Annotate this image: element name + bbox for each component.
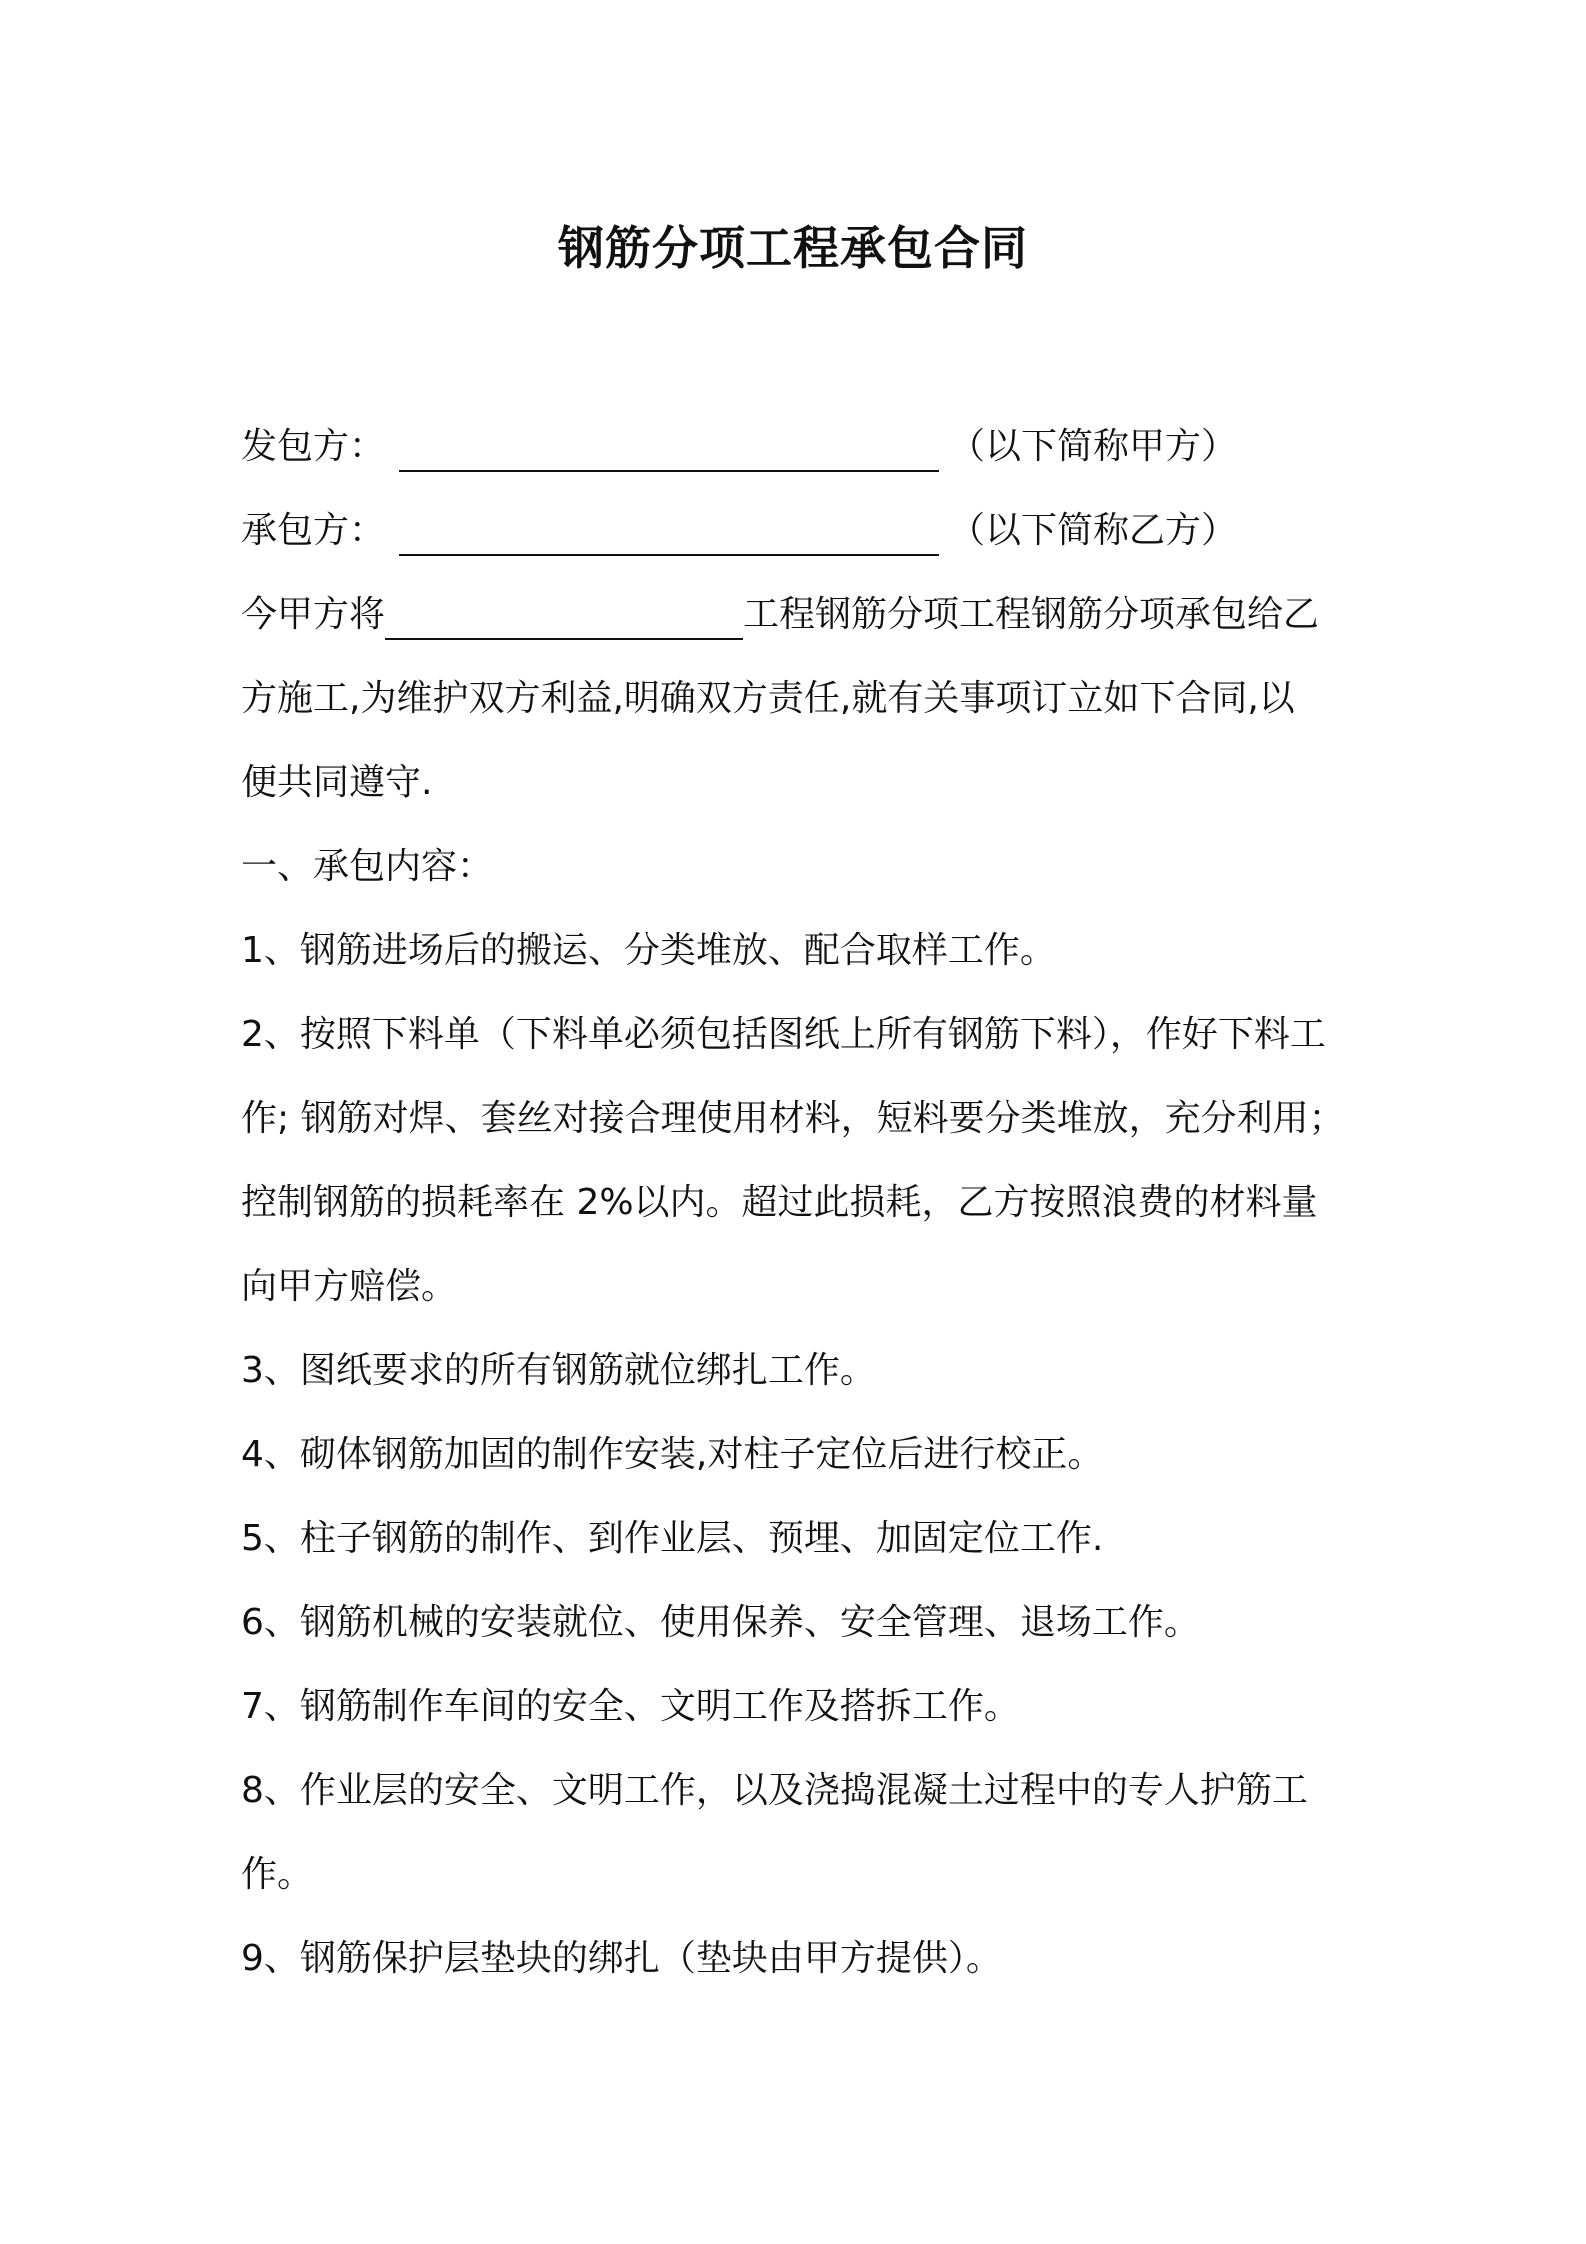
section-heading: 一、承包内容：	[241, 846, 494, 887]
party-a-label: 发包方：	[241, 426, 386, 467]
list-item: 7、钢筋制作车间的安全、文明工作及搭拆工作。	[241, 1686, 1020, 1727]
contract-body	[241, 405, 1361, 2001]
intro-line-2: 方施工,为维护双方利益,明确双方责任,就有关事项订立如下合同,以	[241, 678, 1295, 719]
party-b-label: 承包方：	[241, 510, 386, 551]
intro-prefix: 今甲方将	[241, 594, 386, 635]
list-item-continued: 向甲方赔偿。	[241, 1266, 458, 1307]
party-b-line	[241, 489, 1361, 573]
list-item: 3、图纸要求的所有钢筋就位绑扎工作。	[241, 1350, 876, 1391]
list-item-continued: 作。	[241, 1854, 314, 1895]
list-item: 9、钢筋保护层垫块的绑扎（垫块由甲方提供）。	[241, 1938, 1002, 1979]
party-a-line	[241, 405, 1361, 489]
party-b-blank[interactable]	[399, 518, 939, 556]
list-item-continued: 作; 钢筋对焊、套丝对接合理使用材料，短料要分类堆放，充分利用；	[241, 1098, 1345, 1139]
party-b-suffix: （以下简称乙方）	[949, 510, 1238, 551]
list-item: 4、砌体钢筋加固的制作安装,对柱子定位后进行校正。	[241, 1434, 1104, 1475]
intro-line-1	[241, 573, 1361, 657]
project-name-blank[interactable]	[385, 602, 743, 640]
intro-suffix: 工程钢筋分项工程钢筋分项承包给乙	[743, 594, 1320, 635]
list-item: 5、柱子钢筋的制作、到作业层、预埋、加固定位工作.	[241, 1518, 1104, 1559]
party-a-suffix: （以下简称甲方）	[949, 426, 1238, 467]
list-item: 6、钢筋机械的安装就位、使用保养、安全管理、退场工作。	[241, 1602, 1200, 1643]
list-item: 8、作业层的安全、文明工作，以及浇捣混凝土过程中的专人护筋工	[241, 1770, 1308, 1811]
page-title: 钢筋分项工程承包合同	[558, 221, 1028, 275]
party-a-blank[interactable]	[399, 434, 939, 472]
list-item: 2、按照下料单（下料单必须包括图纸上所有钢筋下料），作好下料工	[241, 1014, 1326, 1055]
intro-line-3: 便共同遵守.	[241, 762, 433, 803]
list-item-continued: 控制钢筋的损耗率在 2%以内。超过此损耗，乙方按照浪费的材料量	[241, 1182, 1318, 1223]
list-item: 1、钢筋进场后的搬运、分类堆放、配合取样工作。	[241, 930, 1056, 971]
